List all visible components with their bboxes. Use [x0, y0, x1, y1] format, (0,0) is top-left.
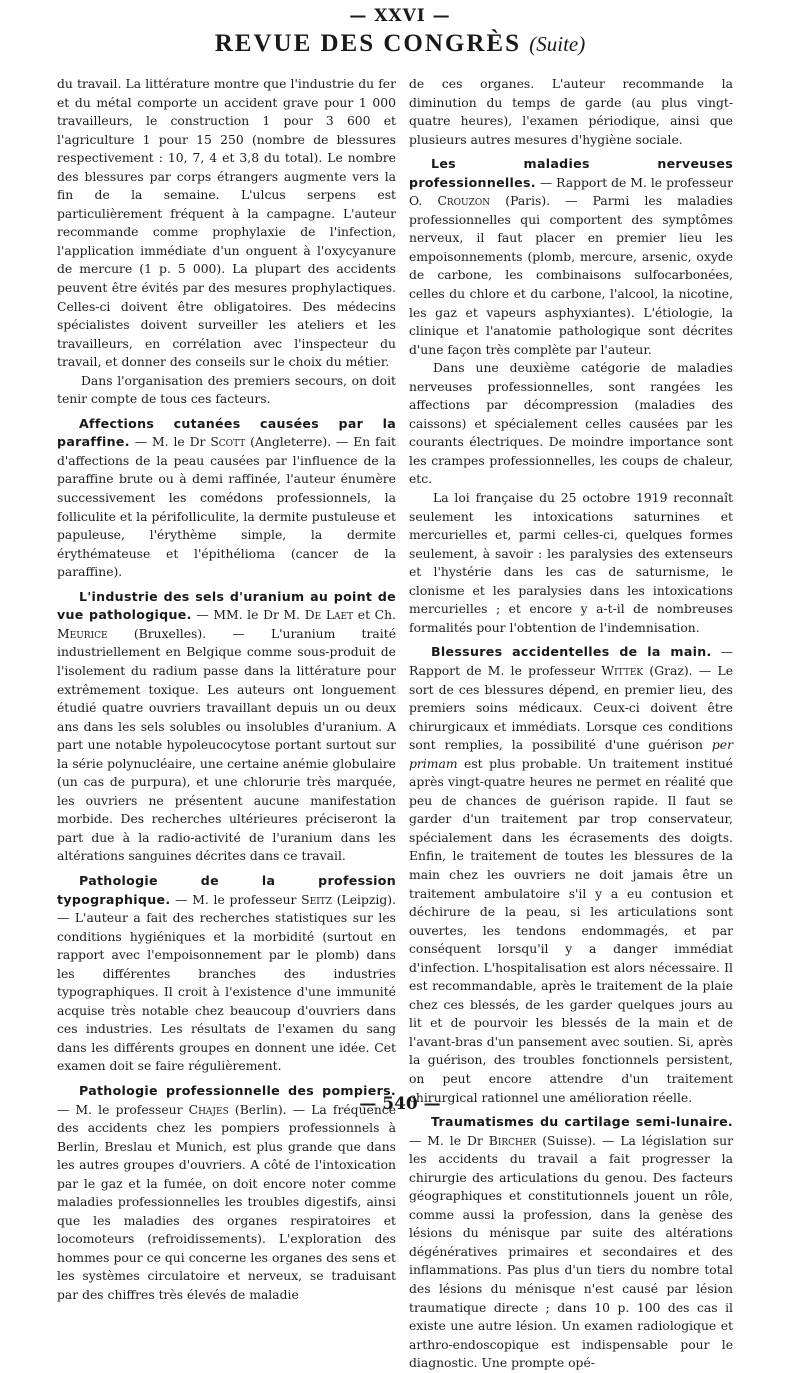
- section-text: (Berlin). — La fréquence des accidents chez les pompiers professionnels à Berlin, Breslau et Munich, est plus grande que dans les autres groupes d'ouvriers. A côté de l'intoxication par le gaz et la fumée, on doit encore noter comme maladies professionnelles les troubles digestifs, ainsi que les maladies des organes respiratoires et locomoteurs (refroidissements). L'exploration des hommes pour ce qui concerne les organes des sens et les systèmes circulatoire et nerveux, se traduisant par des chiffres très élevés de maladie: [57, 1102, 396, 1302]
- section-text: — Rapport de M. le professeur: [409, 645, 733, 678]
- author-name: Bircher: [488, 1133, 537, 1148]
- section-pompiers: [57, 1082, 396, 1305]
- section-cartilage: [409, 1113, 733, 1373]
- section-title: Blessures accidentelles de la main.: [431, 644, 712, 660]
- section-title: Pathologie professionnelle des pompiers.: [79, 1082, 396, 1098]
- page-title: [0, 30, 800, 58]
- author-name: Meurice: [57, 626, 108, 641]
- right-column: [409, 75, 733, 1373]
- left-column: [57, 75, 396, 1305]
- section-text: (Suisse). — La législation sur les accidents du travail a fait progresser la chirurgie des articulations du genou. Des facteurs géographiques et constitutionnels jouent un rôle, comme aussi la profession, dans la genèse des lésions du ménisque par suite des altérations dégénératives primaires et secondaires et des inflammations. Pas plus d'un tiers du nombre total des lésions du ménisque n'est causé par lésion traumatique directe ; dans 10 p. 100 des cas il existe une autre lésion. Un examen radiologique et arthro-endoscopique est indispensable pour le diagnostic. Une prompte opé-: [409, 1133, 734, 1371]
- paragraph: Dans une deuxième catégorie de maladies nerveuses professionnelles, sont rangées les affections par décompression (maladies des caissons) et spécialement celles causées par les courants électriques. De moindre importance sont les crampes professionnelles, les coups de chaleur, etc.: [409, 361, 733, 487]
- paragraph: La loi française du 25 octobre 1919 reconnaît seulement les intoxications saturnines et mercurielles et, parmi celles-ci, quelques formes seulement, à savoir : les paralysies des extenseurs et l'hystérie dans les cas de saturnisme, le clonisme et les paralysies dans les intoxications mercurielles ; et encore y a-t-il de nombreuses formalités pour l'obtention de l'indemnisation.: [409, 491, 733, 635]
- paragraph: Dans l'organisation des premiers secours, on doit tenir compte de tous ces facteurs.: [57, 373, 396, 407]
- author-name: De Laet: [304, 608, 354, 623]
- section-title: Les maladies nerveuses professionnelles.: [409, 156, 733, 190]
- section-text: — M. le Dr: [409, 1133, 489, 1148]
- author-name: Scott: [210, 435, 246, 450]
- section-title: Pathologie de la profession typographique.: [57, 872, 396, 907]
- paragraph: du travail. La littérature montre que l'industrie du fer et du métal comporte un accident grave pour 1 000 travailleurs, le construction 1 pour 3 600 et l'agriculture 1 pour 15 250 (nombre de blessures respectivement : 10, 7, 4 et 3,8 du total). Le nombre des blessures par corps étrangers augmente vers la fin de la semaine. L'ulcus serpens est particulièrement fréquent à la campagne. L'auteur recommande comme prophylaxie de l'infection, l'application immédiate d'un onguent à l'oxycyanure de mercure (1 p. 5 000). La plupart des accidents peuvent être évités par des mesures prophylactiques. Celles-ci doivent être obligatoires. Des médecins spécialistes doivent surveiller les ateliers et les travailleurs, en corrélation avec l'inspecteur du travail, et donner des conseils sur le choix du métier.: [57, 77, 396, 370]
- title-suite: (Suite): [529, 32, 586, 56]
- section-text: et Ch.: [353, 608, 396, 623]
- section-text: — Rapport de M. le professeur O.: [409, 175, 733, 209]
- section-scott: [57, 415, 396, 582]
- paragraph: de ces organes. L'auteur recommande la diminution du temps de garde (au plus vingt-quatre heures), l'examen périodique, ainsi que plusieurs autres mesures d'hygiène sociale.: [409, 77, 733, 147]
- section-text: (Paris). — Parmi les maladies professionnelles qui comportent des symptômes nerveux, il faut placer en premier lieu les empoisonnements (plomb, mercure, arsenic, oxyde de carbone, les combinaisons sulfocarbonées, celles du chlore et du carbone, l'alcool, la nicotine, les gaz et vapeurs asphyxiantes). L'étiologie, la clinique et l'anatomie pathologique sont décrites d'une façon très complète par l'auteur.: [409, 194, 733, 357]
- section-text: — M. le professeur: [57, 1102, 189, 1117]
- section-uranium: [57, 588, 396, 866]
- section-typographique: [57, 872, 396, 1076]
- section-title: Traumatismes du cartilage semi-lunaire.: [431, 1114, 733, 1130]
- section-title: L'industrie des sels d'uranium au point de vue pathologique.: [57, 588, 396, 623]
- section-text: (Graz). — Le sort de ces blessures dépend, en premier lieu, des premiers soins médicaux. Ceux-ci doivent être chirurgicaux et immédiats. Lorsque ces conditions sont remplies, la possibilité d'une guérison: [409, 663, 733, 753]
- author-name: Wittek: [601, 663, 644, 678]
- section-text: (Leipzig). — L'auteur a fait des recherches statistiques sur les conditions hygiéniques et la morbidité (surtout en rapport avec l'empoisonnement par le plomb) dans les différentes branches des industries typographiques. Il croit à l'existence d'une immunité acquise très notable chez beaucoup d'ouvriers dans ces industries. Les résultats de l'examen du sang dans les différents groupes en donnent une idée. Cet examen doit se faire régulièrement.: [57, 892, 397, 1074]
- page-number: — 540 —: [359, 1094, 441, 1114]
- section-text: — M. le Dr: [129, 435, 211, 450]
- section-text: est plus probable. Un traitement institué après vingt-quatre heures ne permet en réalité que peu de chances de guérison rapide. Il faut se garder d'un traitement par trop conservateur, spécialement dans les écrasements des doigts. Enfin, le traitement de toutes les blessures de la main chez les ouvriers ne doit jamais être un traitement ambulatoire s'il y a eu contusion et déchirure de la peau, si les articulations sont ouvertes, les tendons endommagés, et par conséquent lorsqu'il y a danger immédiat d'infection. L'hospitalisation est alors nécessaire. Il est recommandable, après le traitement de la plaie chez ces blessés, de les garder quelques jours au lit et de pourvoir les blessés de la main et de l'avant-bras d'un pansement avec soutien. Si, après la guérison, des troubles fonctionnels persistent, on peut encore attendre d'un traitement chirurgical rationnel une amélioration réelle.: [409, 756, 733, 1105]
- roman-page-number: — XXVI —: [349, 6, 451, 26]
- section-text: (Angleterre). — En fait d'affections de la peau causées par l'influence de la paraffine brute ou à demi raffinée, l'auteur énumère successivement les comédons professionnels, la folliculite et la périfolliculite, la dermite pustuleuse et papuleuse, l'érythème simple, la dermite érythémateuse et l'épithélioma (cancer de la paraffine).: [57, 435, 397, 580]
- section-main: [409, 643, 733, 1107]
- latin-term: per primam: [409, 738, 733, 771]
- section-text: — M. le professeur: [170, 892, 302, 907]
- author-name: Chajes: [188, 1102, 229, 1117]
- author-name: Crouzon: [437, 194, 491, 209]
- section-title: Affections cutanées causées par la paraffine.: [57, 415, 396, 450]
- section-text: — MM. le Dr M.: [191, 608, 305, 623]
- section-text: (Bruxelles). — L'uranium traité industriellement en Belgique comme sous-produit de l'isolement du radium passe dans la littérature pour extrêmement toxique. Les auteurs ont longuement étudié quatre ouvriers travaillant depuis un ou deux ans dans les sels solubles ou insolubles d'uranium. A part une notable hypoleucocytose portant surtout sur la série polynucléaire, une certaine anémie globulaire (un cas de purpura), et une chlorurie très marquée, les ouvriers ne présentent aucune manifestation morbide. Des recherches ultérieures préciseront la part due à la radio-activité de l'uranium dans les altérations sanguines décrites dans ce travail.: [57, 626, 396, 864]
- section-nerveuses: [409, 155, 733, 359]
- title-text: REVUE DES CONGRÈS: [214, 30, 522, 57]
- author-name: Seitz: [301, 892, 333, 907]
